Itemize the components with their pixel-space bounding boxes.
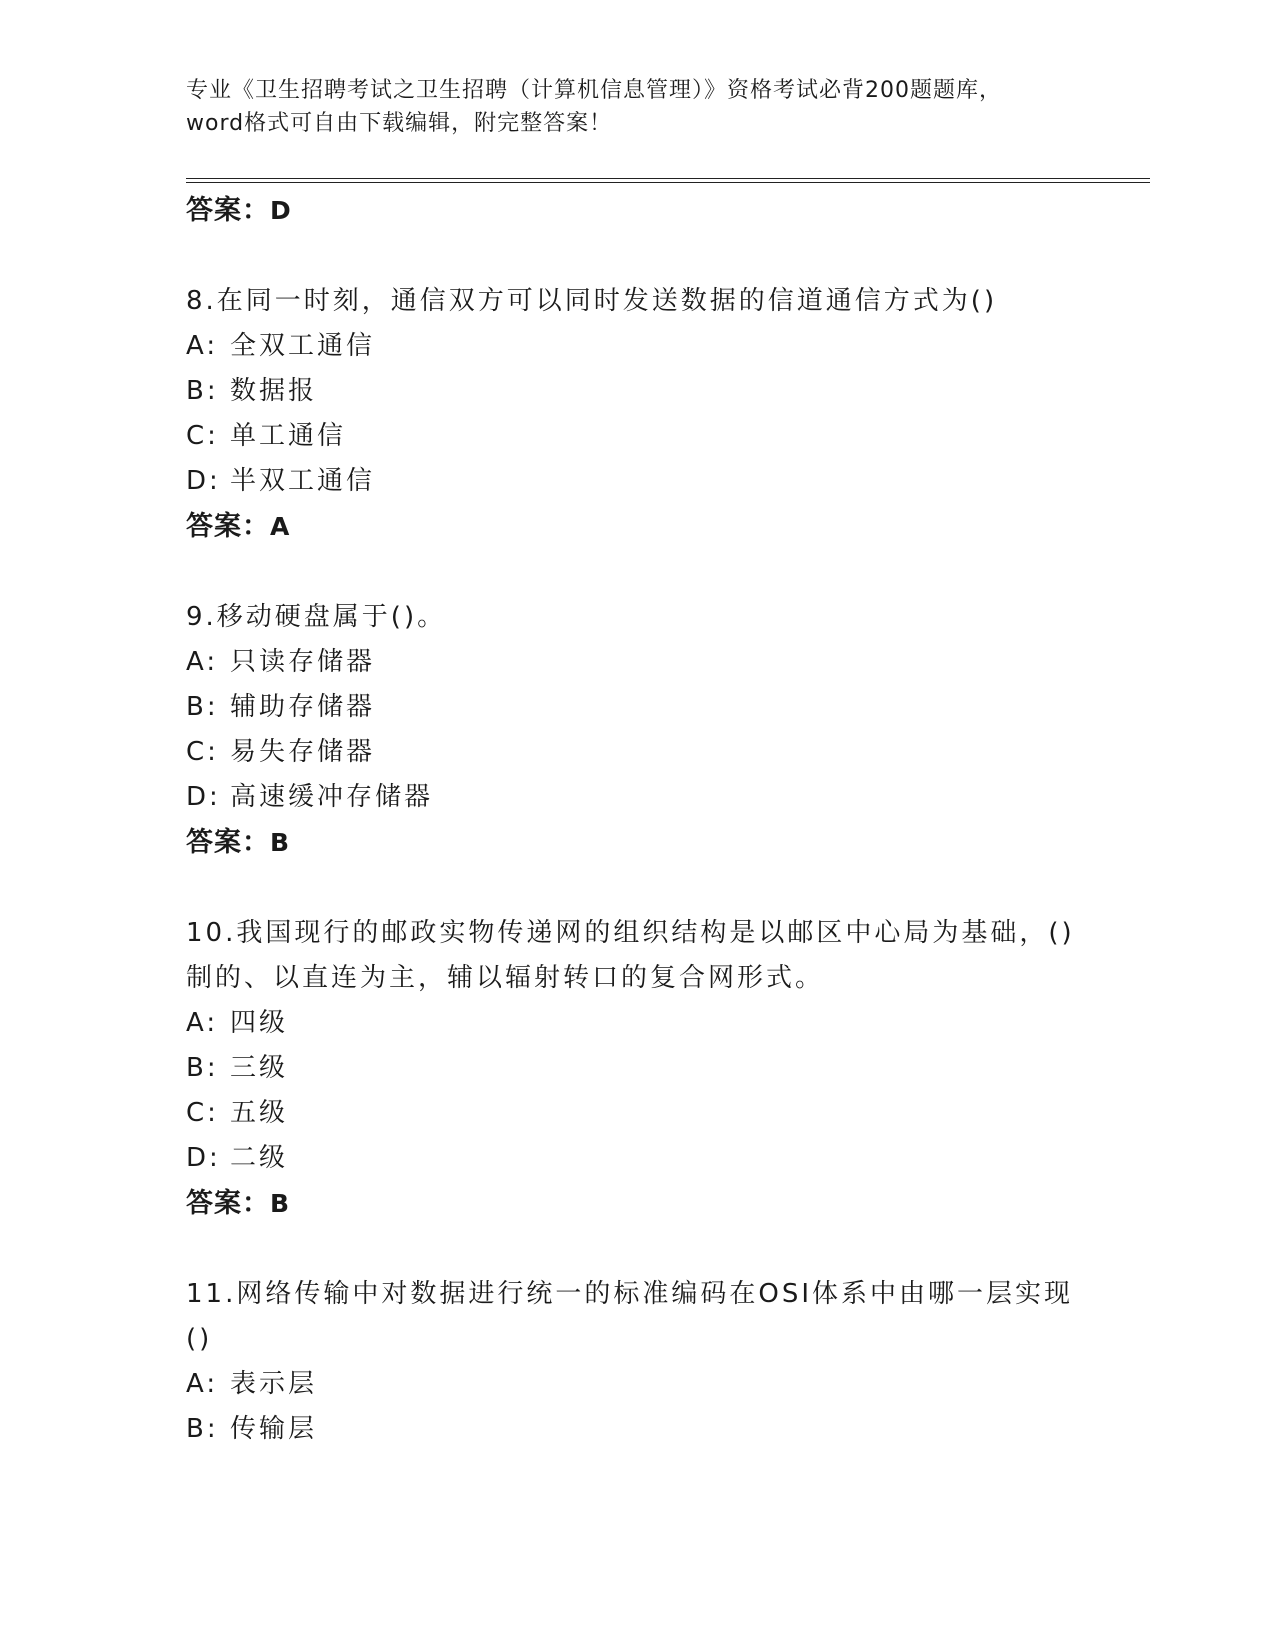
option-text: 辅助存储器 xyxy=(230,692,376,722)
question-text: 11.网络传输中对数据进行统一的标准编码在OSI体系中由哪一层实现 xyxy=(186,1279,1073,1309)
option-key: D: xyxy=(186,1143,221,1173)
option-key: B: xyxy=(186,1053,219,1083)
answer-line xyxy=(186,188,1106,233)
option-key: B: xyxy=(186,692,219,722)
option-a xyxy=(186,1001,1106,1046)
option-key: D: xyxy=(186,782,221,812)
option-b xyxy=(186,685,1106,730)
option-a xyxy=(186,640,1106,685)
question-11 xyxy=(186,1272,1106,1452)
option-key: A: xyxy=(186,1369,219,1399)
question-text: 8.在同一时刻，通信双方可以同时发送数据的信道通信方式为() xyxy=(186,286,998,316)
answer-label: 答案： xyxy=(186,1188,270,1219)
option-text: 半双工通信 xyxy=(230,466,376,496)
answer-line xyxy=(186,820,1106,865)
answer-label: 答案： xyxy=(186,195,270,226)
question-text-continued: () xyxy=(186,1324,213,1354)
question-10 xyxy=(186,911,1106,1226)
answer-label: 答案： xyxy=(186,511,270,542)
option-a xyxy=(186,324,1106,369)
option-text: 高速缓冲存储器 xyxy=(230,782,434,812)
option-text: 三级 xyxy=(230,1053,289,1083)
answer-value: D xyxy=(270,196,292,225)
option-text: 只读存储器 xyxy=(230,647,376,677)
option-c xyxy=(186,730,1106,775)
question-9 xyxy=(186,595,1106,865)
option-key: C: xyxy=(186,737,219,767)
answer-line xyxy=(186,504,1106,549)
option-text: 易失存储器 xyxy=(230,737,376,767)
option-key: A: xyxy=(186,331,219,361)
option-text: 二级 xyxy=(230,1143,289,1173)
option-key: D: xyxy=(186,466,221,496)
question-8 xyxy=(186,279,1106,549)
option-text: 数据报 xyxy=(230,376,318,406)
question-list xyxy=(186,188,1106,1452)
answer-value: B xyxy=(270,1189,291,1218)
option-text: 四级 xyxy=(230,1008,289,1038)
option-key: A: xyxy=(186,647,219,677)
option-text: 传输层 xyxy=(230,1414,318,1444)
option-text: 单工通信 xyxy=(230,421,347,451)
option-key: C: xyxy=(186,1098,219,1128)
document-header xyxy=(186,74,1086,140)
answer-line xyxy=(186,1181,1106,1226)
option-d xyxy=(186,459,1106,504)
question-text: 10.我国现行的邮政实物传递网的组织结构是以邮区中心局为基础，() xyxy=(186,918,1075,948)
header-line-2: word格式可自由下载编辑，附完整答案！ xyxy=(186,111,613,136)
option-key: A: xyxy=(186,1008,219,1038)
option-c xyxy=(186,1091,1106,1136)
answer-label: 答案： xyxy=(186,827,270,858)
answer-value: A xyxy=(270,512,291,541)
option-key: C: xyxy=(186,421,219,451)
option-text: 表示层 xyxy=(230,1369,318,1399)
option-text: 全双工通信 xyxy=(230,331,376,361)
option-c xyxy=(186,414,1106,459)
answer-value: B xyxy=(270,828,291,857)
option-d xyxy=(186,775,1106,820)
option-text: 五级 xyxy=(230,1098,289,1128)
option-a xyxy=(186,1362,1106,1407)
option-key: B: xyxy=(186,1414,219,1444)
option-b xyxy=(186,369,1106,414)
option-d xyxy=(186,1136,1106,1181)
option-b xyxy=(186,1407,1106,1452)
question-text: 9.移动硬盘属于()。 xyxy=(186,602,447,632)
question-text-continued: 制的、以直连为主，辅以辐射转口的复合网形式。 xyxy=(186,963,825,993)
option-b xyxy=(186,1046,1106,1091)
option-key: B: xyxy=(186,376,219,406)
header-divider xyxy=(186,178,1150,183)
header-line-1: 专业《卫生招聘考试之卫生招聘（计算机信息管理）》资格考试必背200题题库， xyxy=(186,78,1002,103)
